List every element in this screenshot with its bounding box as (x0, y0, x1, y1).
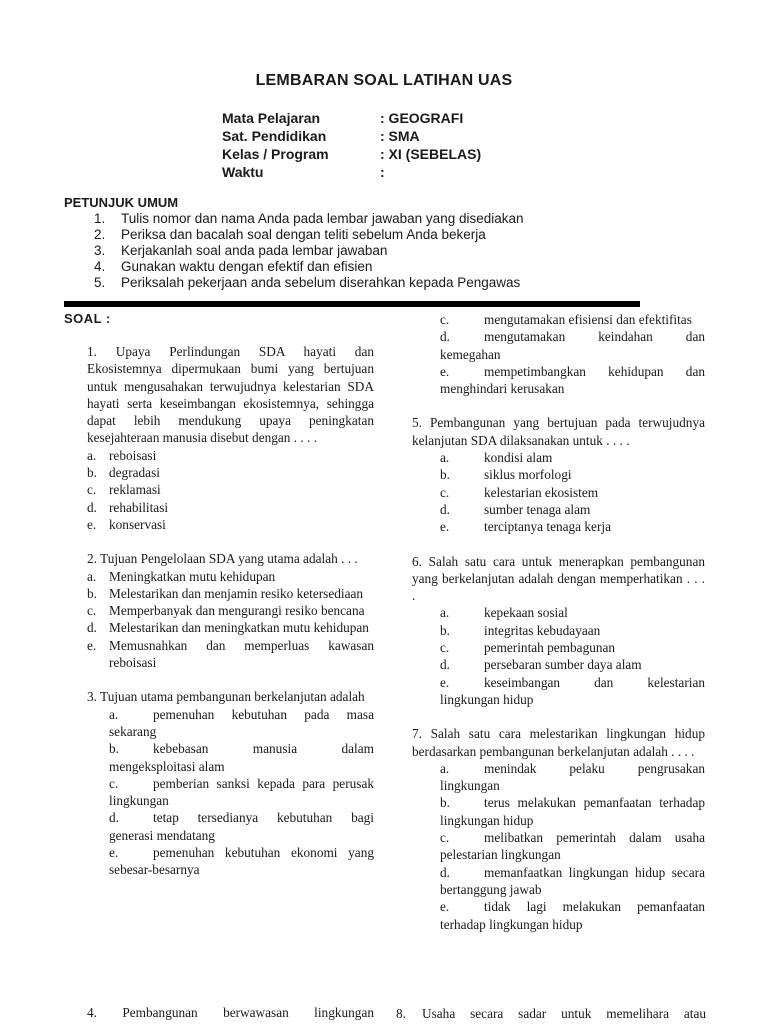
meta-value: : (380, 164, 385, 180)
option-letter: d. (109, 810, 119, 826)
option-text: Melestarikan dan menjamin resiko ketersediaan (109, 585, 364, 601)
option-letter: e. (109, 845, 119, 861)
answer-option[interactable] (412, 518, 705, 535)
option-text: siklus morfologi (484, 467, 572, 483)
question-4-text (87, 1005, 374, 1021)
option-text: pemenuhan kebutuhan pada masa sekarang (109, 706, 374, 739)
instruction-number: 1. (94, 211, 106, 226)
answer-option[interactable] (412, 656, 705, 673)
option-text: mempetimbangkan kehidupan dan menghindari kerusakan (440, 363, 705, 397)
answer-option[interactable] (87, 516, 374, 533)
document-title: LEMBARAN SOAL LATIHAN UAS (255, 72, 513, 89)
question-1 (87, 343, 374, 533)
question-text: 3. Tujuan utama pembangunan berkelanjutan adalah (87, 689, 365, 705)
question-3 (87, 688, 374, 878)
option-letter: a. (440, 450, 450, 466)
option-text: Memusnahkan dan memperluas kawasan reboisasi (109, 637, 374, 671)
question-text: 5. Pembangunan yang bertujuan pada terwujudnya kelanjutan SDA dilaksanakan untuk . . . . (412, 415, 705, 448)
meta-row-school-level (222, 127, 481, 145)
meta-key: Sat. Pendidikan (222, 128, 327, 144)
answer-option[interactable] (87, 809, 374, 844)
question-8 (396, 1005, 706, 1022)
option-letter: b. (87, 585, 97, 601)
meta-key: Kelas / Program (222, 146, 329, 162)
option-letter: b. (440, 795, 450, 811)
option-text: integritas kebudayaan (484, 622, 601, 638)
option-text: reboisasi (109, 447, 157, 463)
instructions-heading: PETUNJUK UMUM (64, 195, 179, 210)
answer-option[interactable] (412, 466, 705, 483)
option-letter: e. (87, 516, 97, 532)
answer-option[interactable] (412, 449, 705, 466)
section-divider (64, 301, 640, 307)
answer-option[interactable] (87, 464, 374, 481)
answer-option[interactable] (87, 844, 374, 879)
option-letter: a. (440, 605, 450, 621)
option-letter: e. (440, 519, 450, 535)
option-text: keseimbangan dan kelestarian lingkungan hidup (440, 674, 705, 707)
answer-option[interactable] (87, 585, 374, 602)
option-text: kebebasan manusia dalam mengeksploitasi alam (109, 741, 374, 774)
meta-value: : XI (SEBELAS) (380, 146, 482, 162)
option-letter: c. (440, 484, 450, 500)
questions-column-right (412, 311, 705, 950)
question-number: 8. (396, 1006, 406, 1021)
answer-option[interactable] (412, 311, 705, 328)
option-letter: c. (87, 603, 97, 619)
answer-option[interactable] (412, 794, 705, 829)
question-2 (87, 550, 374, 671)
option-text: Memperbanyak dan mengurangi resiko bencana (109, 603, 365, 619)
question-6 (412, 553, 705, 709)
instruction-item (94, 227, 524, 243)
answer-option[interactable] (412, 829, 705, 864)
option-text: degradasi (109, 465, 160, 481)
instructions-list (94, 211, 524, 291)
question-4-continued (412, 311, 705, 397)
question-text: 1. Upaya Perlindungan SDA hayati dan Ekosistemnya dipermukaan bumi yang bertujuan untuk mengusahakan terwujudnya kelestarian SDA hayati serta keseimbangan ekosistemnya, sehingga dapat lebih mendukung upaya peningkatan kesejahteraan manusia disebut dengan . . . . (87, 344, 374, 446)
question-7 (412, 725, 705, 933)
option-letter: d. (440, 864, 450, 880)
instruction-item (94, 243, 524, 259)
option-text: kepekaan sosial (484, 605, 568, 621)
option-letter: e. (440, 899, 450, 915)
answer-option[interactable] (412, 328, 705, 363)
answer-option[interactable] (412, 639, 705, 656)
answer-option[interactable] (87, 706, 374, 741)
option-text: pemberian sanksi kepada para perusak lingkungan (109, 775, 374, 809)
answer-option[interactable] (87, 602, 374, 619)
option-letter: a. (87, 447, 97, 463)
questions-heading: SOAL : (64, 311, 111, 326)
meta-row-time (222, 163, 481, 181)
answer-option[interactable] (412, 604, 705, 621)
instruction-number: 4. (94, 259, 106, 274)
option-letter: d. (87, 499, 97, 515)
answer-option[interactable] (87, 775, 374, 810)
questions-column-left (87, 343, 374, 896)
option-text: pemerintah pembagunan (484, 640, 616, 656)
meta-value: : GEOGRAFI (380, 110, 464, 126)
option-text: terus melakukan pemanfaatan terhadap lingkungan hidup (440, 795, 705, 828)
option-letter: c. (440, 312, 450, 327)
answer-option[interactable] (412, 898, 705, 933)
answer-option[interactable] (87, 619, 374, 636)
answer-option[interactable] (412, 363, 705, 398)
question-text: 7. Salah satu cara melestarikan lingkungan hidup berdasarkan pembangunan berkelanjutan adalah . . . . (412, 726, 705, 759)
answer-option[interactable] (412, 864, 705, 899)
option-letter: d. (440, 657, 450, 673)
instruction-number: 5. (94, 275, 106, 290)
question-text: Usaha secara sadar untuk memelihara atau (422, 1006, 706, 1021)
option-text: terciptanya tenaga kerja (484, 519, 611, 535)
option-letter: e. (440, 674, 450, 690)
option-letter: c. (440, 830, 450, 846)
option-text: kondisi alam (484, 450, 553, 466)
exam-meta (222, 109, 481, 181)
option-text: rehabilitasi (109, 499, 169, 515)
option-letter: a. (440, 760, 450, 776)
question-text: 4. Pembangunan berwawasan lingkungan (87, 1005, 374, 1020)
question-text: 2. Tujuan Pengelolaan SDA yang utama adalah . . . (87, 551, 358, 567)
instruction-text: Periksalah pekerjaan anda sebelum diserahkan kepada Pengawas (121, 275, 521, 290)
instruction-text: Kerjakanlah soal anda pada lembar jawaban (121, 243, 388, 258)
answer-option[interactable] (412, 760, 705, 795)
option-text: reklamasi (109, 482, 161, 498)
answer-option[interactable] (87, 499, 374, 516)
option-text: konservasi (109, 516, 166, 532)
option-text: sumber tenaga alam (484, 501, 591, 517)
meta-value: : SMA (380, 128, 420, 144)
option-letter: b. (440, 622, 450, 638)
option-letter: c. (109, 775, 119, 791)
option-letter: b. (440, 467, 450, 483)
answer-option[interactable] (87, 740, 374, 775)
option-letter: c. (87, 482, 97, 498)
answer-option[interactable] (87, 568, 374, 585)
option-text: mengutamakan efisiensi dan efektifitas (484, 312, 692, 327)
instruction-text: Gunakan waktu dengan efektif dan efisien (121, 259, 373, 274)
option-letter: e. (440, 363, 450, 379)
option-text: Meningkatkan mutu kehidupan (109, 568, 276, 584)
option-letter: d. (440, 329, 450, 345)
meta-row-class (222, 145, 481, 163)
instruction-text: Periksa dan bacalah soal dengan teliti sebelum Anda bekerja (121, 227, 486, 242)
answer-option[interactable] (412, 484, 705, 501)
option-text: mengutamakan keindahan dan kemegahan (440, 329, 705, 362)
option-letter: d. (440, 501, 450, 517)
option-text: memanfaatkan lingkungan hidup secara bertanggung jawab (440, 864, 705, 897)
answer-option[interactable] (87, 637, 374, 672)
option-letter: c. (440, 640, 450, 656)
option-text: kelestarian ekosistem (484, 484, 599, 500)
answer-option[interactable] (412, 622, 705, 639)
option-text: tidak lagi melakukan pemanfaatan terhadap lingkungan hidup (440, 899, 705, 932)
option-text: tetap tersedianya kebutuhan bagi generasi mendatang (109, 810, 374, 843)
option-letter: b. (87, 465, 97, 481)
option-text: melibatkan pemerintah dalam usaha pelestarian lingkungan (440, 830, 705, 863)
option-letter: e. (87, 637, 97, 653)
answer-option[interactable] (87, 447, 374, 464)
instruction-item (94, 259, 524, 275)
instruction-number: 3. (94, 243, 106, 258)
instruction-number: 2. (94, 227, 106, 242)
instruction-text: Tulis nomor dan nama Anda pada lembar jawaban yang disediakan (121, 211, 524, 226)
answer-option[interactable] (412, 501, 705, 518)
option-letter: a. (87, 568, 97, 584)
instruction-item (94, 275, 524, 291)
answer-option[interactable] (87, 481, 374, 498)
option-text: pemenuhan kebutuhan ekonomi yang sebesar-besarnya (109, 845, 374, 878)
option-text: Melestarikan dan meningkatkan mutu kehidupan (109, 620, 369, 636)
option-text: persebaran sumber daya alam (484, 657, 642, 673)
meta-key: Waktu (222, 164, 264, 180)
option-text: menindak pelaku pengrusakan lingkungan (440, 760, 705, 794)
meta-row-subject (222, 109, 481, 127)
question-5 (412, 414, 705, 535)
answer-option[interactable] (412, 674, 705, 709)
option-letter: b. (109, 741, 119, 757)
option-letter: a. (109, 706, 119, 722)
question-text: 6. Salah satu cara untuk menerapkan pembangunan yang berkelanjutan adalah dengan memperhatikan . . . . (412, 553, 705, 604)
meta-key: Mata Pelajaran (222, 110, 321, 126)
option-letter: d. (87, 620, 97, 636)
instruction-item (94, 211, 524, 227)
